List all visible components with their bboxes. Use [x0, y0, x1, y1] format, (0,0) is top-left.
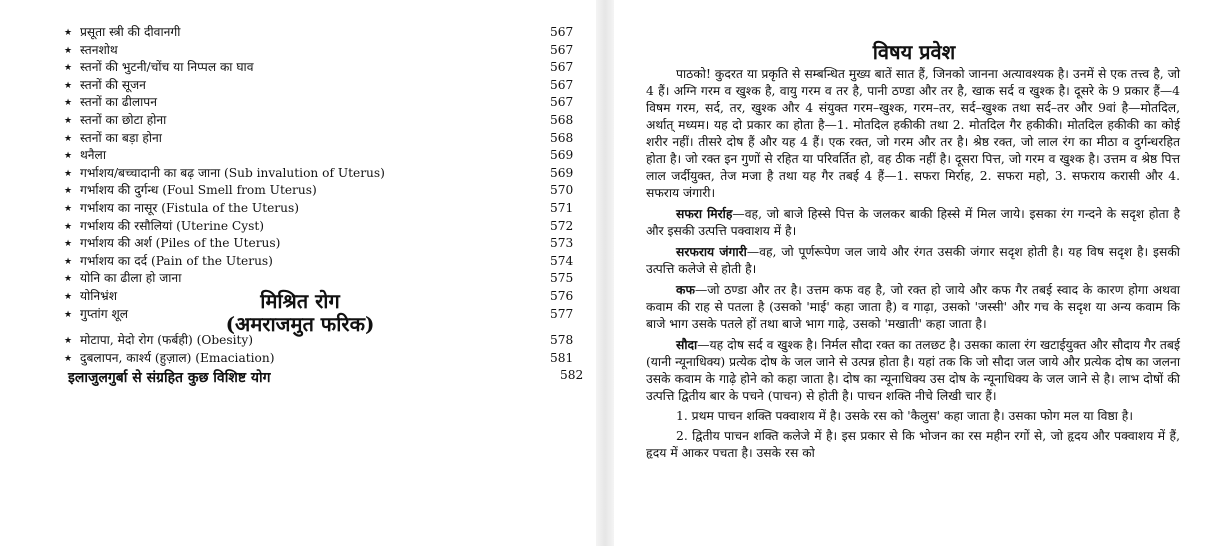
paragraph-kaf: [646, 281, 1180, 333]
bullet-star-icon: ★: [64, 133, 73, 144]
bullet-star-icon: ★: [64, 98, 73, 109]
toc-row: [60, 94, 590, 112]
toc-entry-text: स्तनों का ढीलापन: [80, 95, 157, 110]
bullet-star-icon: ★: [64, 309, 73, 320]
toc-row: [60, 147, 590, 165]
term: कफ: [676, 282, 695, 297]
bullet-star-icon: ★: [64, 203, 73, 214]
definition: —जो ठण्डा और तर है। उत्तम कफ वह है, जो रक्त हो जाये और कफ गैर तबई स्वाद के कारण होगा अथवा कवाम की राह से पतला है (उसको 'माई' कहा जाता है) व गाढ़ा, उसको 'जस्सी' और गच के सदृश या अन्य कवाम कि बाजे भाग उसके पतले हों तथा बाजे भाग गाढ़े, उसको 'मखाती' कहा जाता है।: [646, 283, 1180, 331]
bullet-star-icon: ★: [64, 186, 73, 197]
toc-page-number: 576: [550, 288, 574, 303]
chapter-heading: विषय प्रवेश: [872, 40, 956, 64]
toc-row: [60, 24, 590, 42]
toc-entry-text: स्तनों का छोटा होना: [80, 112, 167, 127]
toc-page-number: 581: [550, 350, 574, 365]
toc-row: [60, 350, 590, 368]
toc-row: [60, 165, 590, 183]
toc-page-number: 568: [550, 130, 574, 145]
toc-entry-text: प्रसूता स्त्री की दीवानगी: [80, 25, 181, 39]
definition: —यह दोष सर्द व खुश्क है। निर्मल सौदा रक्त का तलछट है। उसका काला रंग खटाईयुक्त और सौदाय गैर तबई (यानी न्यूनाधिक्य) प्रत्येक दोष के जल जाने से उत्पन्न होता है। यहां तक कि जो सौदा जल जाये और प्रत्येक दोष का जलना उसके कवाम के गाढ़े होने को कहा जाता है। दोष का न्यूनाधिक्य उस दोष के न्यूनाधिक्य के जल जाने से है। लाभ दोषों की उत्पत्ति द्वितीय बार के पचने (पाचन) से होती है। पाचन शक्ति नीचे लिखी चार हैं।: [646, 338, 1180, 403]
toc-page-number: 574: [550, 253, 574, 268]
paragraph-first-digestion: 1. प्रथम पाचन शक्ति पक्वाशय में है। उसके रस को 'कैलुस' कहा जाता है। उसका फोग मल या विष्ठा है।: [676, 409, 1133, 423]
toc-page-number: 575: [550, 271, 574, 286]
bullet-star-icon: ★: [64, 291, 73, 302]
toc-row: [60, 235, 590, 253]
toc-page-number: 567: [550, 77, 574, 92]
toc-row: [60, 182, 590, 200]
bullet-star-icon: ★: [64, 63, 73, 74]
section-title: मिश्रित रोग: [260, 289, 340, 313]
toc-page-number: 569: [550, 165, 574, 180]
toc-final-page: 582: [560, 368, 584, 382]
toc-row: [60, 130, 590, 148]
toc-entry-text: गर्भाशय की दुर्गन्ध (Foul Smell from Uterus): [80, 183, 317, 198]
book-gutter: [596, 0, 614, 546]
toc-entry-text: गर्भाशय की अर्श (Piles of the Uterus): [80, 236, 281, 251]
toc-page-number: 578: [550, 333, 574, 347]
bullet-star-icon: ★: [64, 168, 73, 179]
toc-page-number: 567: [550, 42, 574, 57]
toc-row: [60, 218, 590, 236]
toc-row: [60, 42, 590, 60]
paragraph-safra-mirrah: [646, 205, 1180, 240]
term: सौदा: [676, 337, 698, 352]
toc-row: [60, 77, 590, 95]
toc-page-number: 567: [550, 60, 574, 75]
bullet-star-icon: ★: [64, 115, 73, 126]
toc-page-number: 568: [550, 112, 574, 127]
right-page: [614, 0, 1214, 546]
paragraph-safra-jangari: [646, 243, 1180, 278]
term: सरफराय जंगारी: [676, 244, 747, 259]
definition: —वह, जो पूर्णरूपेण जल जाये और रंगत उसकी जंगार सदृश होती है। यह विष सदृश है। इसकी उत्पत्ति कलेजे से होती है।: [646, 245, 1180, 276]
toc-entry-text: स्तनों की भुटनी/चोंच या निप्पल का घाव: [80, 60, 254, 75]
bullet-star-icon: ★: [64, 151, 73, 162]
bullet-star-icon: ★: [64, 274, 73, 285]
term: सफरा मिर्राह: [676, 206, 733, 221]
toc-entry-text: स्तनों का बड़ा होना: [80, 130, 162, 145]
bullet-star-icon: ★: [64, 28, 73, 38]
toc-row: [60, 59, 590, 77]
toc-page-number: 567: [550, 25, 574, 39]
toc-entry-text: गर्भाशय का नासूर (Fistula of the Uterus): [80, 200, 299, 215]
bullet-star-icon: ★: [64, 221, 73, 232]
section-subtitle: (अमराजमुत फरिक): [225, 312, 375, 336]
toc-page-number: 572: [550, 218, 574, 233]
bullet-star-icon: ★: [64, 353, 73, 364]
toc-entry-text: दुबलापन, कार्श्य (हुज़ाल) (Emaciation): [80, 350, 275, 365]
toc-page-number: 573: [550, 236, 574, 251]
toc-entry-text: थनैला: [80, 148, 106, 163]
toc-entry-text: योनिभ्रंश: [80, 288, 118, 303]
toc-final-item: इलाजुलगुर्बा से संग्रहित कुछ विशिष्ट योग: [68, 370, 271, 386]
toc-row: [60, 270, 590, 288]
paragraph-second-digestion: 2. द्वितीय पाचन शक्ति कलेजे में है। इस प्रकार से कि भोजन का रस महीन रगों से, जो हृदय और पक्वाशय में हैं, हृदय में आकर पचता है। उसके रस को: [646, 429, 1180, 460]
toc-page-number: 567: [550, 95, 574, 110]
toc-page-number: 570: [550, 183, 574, 198]
toc-entry-text: गर्भाशय की रसौलियां (Uterine Cyst): [80, 218, 265, 233]
toc-entry-text: गर्भाशय का दर्द (Pain of the Uterus): [80, 253, 273, 268]
toc-page-number: 571: [550, 200, 574, 215]
toc-row: [60, 332, 590, 350]
toc-list: [60, 24, 590, 323]
bullet-star-icon: ★: [64, 45, 73, 56]
left-page: [0, 0, 600, 546]
toc-entry-text: स्तनशोथ: [80, 42, 118, 57]
toc-list-2: [60, 332, 590, 367]
toc-entry-text: स्तनों की सूजन: [80, 77, 146, 92]
toc-entry-text: गर्भाशय/बच्चादानी का बढ़ जाना (Sub invalution of Uterus): [80, 165, 385, 180]
toc-entry-text: योनि का ढीला हो जाना: [80, 271, 182, 286]
toc-page-number: 569: [550, 148, 574, 163]
bullet-star-icon: ★: [64, 336, 73, 346]
body-text: [646, 66, 1180, 462]
toc-entry-text: गुप्तांग शूल: [80, 306, 129, 321]
toc-row: [60, 200, 590, 218]
paragraph-intro: पाठको! कुदरत या प्रकृति से सम्बन्धित मुख्य बातें सात हैं, जिनको जानना अत्यावश्यक है। उनमें से एक तत्त्व है, जो 4 हैं। अग्नि गरम व खुश्क है, वायु गरम व तर है, पानी ठण्डा और तर है, खाक सर्द व खुश्क है। दूसरे के 9 प्रकार हैं—4 विषम गरम, सर्द, तर, खुश्क और 4 संयुक्त गरम–खुश्क, गरम–तर, सर्द–खुश्क तथा सर्द–तर और 9वां है—मोतदिल, अर्थात् मध्यम। यह दो प्रकार का होता है—1. मोतदिल हकीकी तथा 2. मोतदिल गैर हकीकी। मोतदिल हकीकी का कोई शरीर नहीं। तीसरे दोष हैं और यह 4 हैं। एक रक्त, जो गरम और तर है। श्रेष्ठ रक्त, जो लाल रंग का मीठा व दुर्गन्धरहित होता है। जो रक्त इन गुणों से रहित या परिवर्तित हो, वह ठीक नहीं है। दूसरा पित्त, जो गरम व खुश्क है। उत्तम व श्रेष्ठ पित्त लाल जर्दीयुक्त, तेज मजा है तथा यह गैर तबई 4 हैं—1. सफरा मिर्राह, 2. सफरा महो, 3. सफराय करासी और 4. सफराय जंगारी।: [646, 67, 1180, 200]
paragraph-sauda: [646, 336, 1180, 405]
toc-row: [60, 112, 590, 130]
bullet-star-icon: ★: [64, 239, 73, 250]
bullet-star-icon: ★: [64, 256, 73, 267]
definition: —वह, जो बाजे हिस्से पित्त के जलकर बाकी हिस्से में मिल जाये। इसका रंग गन्दने के सदृश होता है और इसकी उत्पत्ति पक्वाशय में है।: [646, 207, 1181, 238]
toc-page-number: 577: [550, 306, 574, 321]
toc-entry-text: मोटापा, मेदो रोग (फर्बही) (Obesity): [80, 333, 254, 347]
toc-row: [60, 253, 590, 271]
bullet-star-icon: ★: [64, 80, 73, 91]
